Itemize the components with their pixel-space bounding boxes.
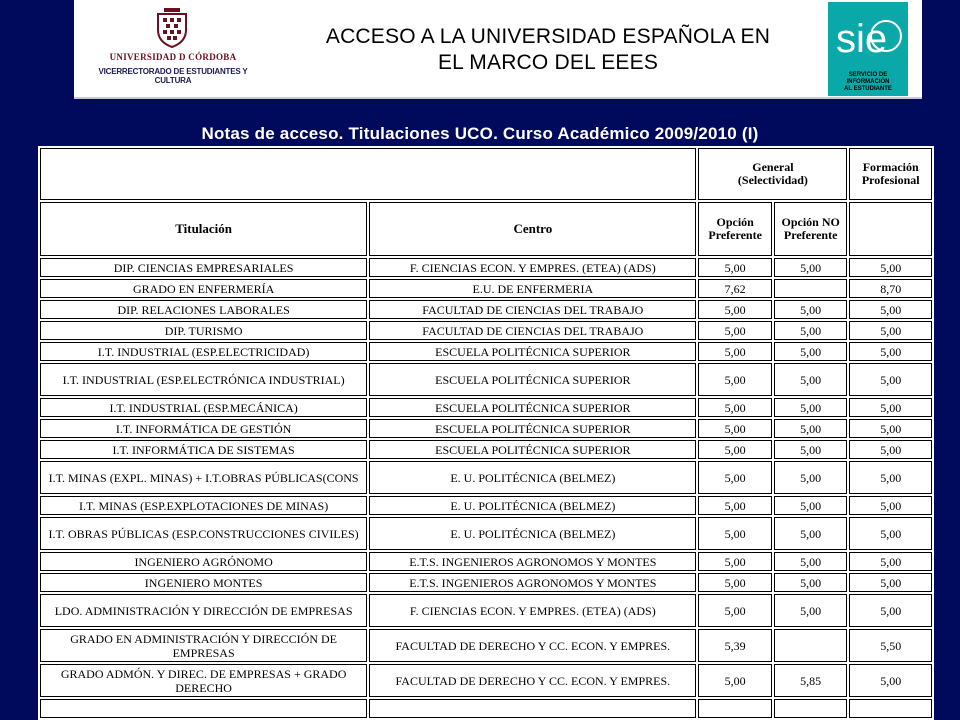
centro-cell (369, 699, 696, 718)
opcion-no-preferente-cell: 5,00 (774, 363, 847, 396)
centro-cell: ESCUELA POLITÉCNICA SUPERIOR (369, 440, 696, 459)
titulacion-cell: INGENIERO AGRÓNOMO (40, 552, 367, 571)
header-titulacion: Titulación (40, 202, 367, 256)
centro-cell: FACULTAD DE DERECHO Y CC. ECON. Y EMPRES. (369, 664, 696, 697)
opcion-no-preferente-cell (774, 699, 847, 718)
header-divider (74, 97, 922, 99)
titulacion-cell: I.T. OBRAS PÚBLICAS (ESP.CONSTRUCCIONES CIVILES) (40, 517, 367, 550)
university-logo (80, 2, 266, 88)
titulacion-cell: I.T. MINAS (EXPL. MINAS) + I.T.OBRAS PÚBLICAS(CONS (40, 461, 367, 494)
titulacion-cell: INGENIERO MONTES (40, 573, 367, 592)
opcion-preferente-cell: 5,00 (698, 573, 771, 592)
table-row (40, 573, 932, 592)
opcion-preferente-cell: 5,00 (698, 321, 771, 340)
header-banner (74, 0, 922, 97)
centro-cell: E.T.S. INGENIEROS AGRONOMOS Y MONTES (369, 552, 696, 571)
university-crest-icon (155, 8, 189, 48)
sie-subtitle: SERVICIO DE INFORMACIÓN AL ESTUDIANTE (844, 72, 892, 92)
table-row (40, 363, 932, 396)
titulacion-cell: DIP. RELACIONES LABORALES (40, 300, 367, 319)
formacion-profesional-cell: 5,00 (849, 573, 932, 592)
table-row (40, 440, 932, 459)
formacion-profesional-cell: 5,00 (849, 664, 932, 697)
header-group-fp: Formación Profesional (849, 148, 932, 200)
opcion-preferente-cell: 5,00 (698, 363, 771, 396)
grades-table-body (40, 258, 932, 718)
opcion-no-preferente-cell: 5,00 (774, 342, 847, 361)
opcion-preferente-cell: 5,39 (698, 629, 771, 662)
header-group-general: General (Selectividad) (698, 148, 847, 200)
centro-cell: E.T.S. INGENIEROS AGRONOMOS Y MONTES (369, 573, 696, 592)
sie-logo-icon (834, 6, 902, 66)
centro-cell: FACULTAD DE CIENCIAS DEL TRABAJO (369, 300, 696, 319)
opcion-preferente-cell: 5,00 (698, 552, 771, 571)
header-empty-cell (40, 148, 696, 200)
centro-cell: ESCUELA POLITÉCNICA SUPERIOR (369, 398, 696, 417)
titulacion-cell: GRADO EN ADMINISTRACIÓN Y DIRECCIÓN DE EMPRESAS (40, 629, 367, 662)
titulacion-cell: DIP. TURISMO (40, 321, 367, 340)
opcion-preferente-cell: 5,00 (698, 419, 771, 438)
opcion-preferente-cell: 5,00 (698, 398, 771, 417)
opcion-no-preferente-cell: 5,00 (774, 461, 847, 494)
formacion-profesional-cell: 5,00 (849, 552, 932, 571)
vicerrectorado-name: VICERRECTORADO DE ESTUDIANTES Y CULTURA (98, 67, 248, 85)
opcion-no-preferente-cell (774, 279, 847, 298)
table-row (40, 321, 932, 340)
opcion-preferente-cell: 5,00 (698, 342, 771, 361)
table-row (40, 629, 932, 662)
centro-cell: F. CIENCIAS ECON. Y EMPRES. (ETEA) (ADS) (369, 258, 696, 277)
centro-cell: E.U. DE ENFERMERIA (369, 279, 696, 298)
sie-logo (828, 2, 908, 96)
table-row (40, 699, 932, 718)
opcion-preferente-cell: 5,00 (698, 594, 771, 627)
centro-cell: E. U. POLITÉCNICA (BELMEZ) (369, 496, 696, 515)
titulacion-cell: I.T. INDUSTRIAL (ESP.MECÁNICA) (40, 398, 367, 417)
formacion-profesional-cell: 8,70 (849, 279, 932, 298)
page-subtitle: Notas de acceso. Titulaciones UCO. Curso Académico 2009/2010 (I) (201, 124, 759, 143)
opcion-preferente-cell: 5,00 (698, 517, 771, 550)
svg-text:sie: sie (836, 17, 888, 61)
table-row (40, 279, 932, 298)
opcion-preferente-cell: 5,00 (698, 461, 771, 494)
grades-table-container (38, 146, 934, 720)
formacion-profesional-cell: 5,00 (849, 321, 932, 340)
opcion-no-preferente-cell: 5,00 (774, 517, 847, 550)
opcion-preferente-cell: 5,00 (698, 440, 771, 459)
table-row (40, 342, 932, 361)
opcion-no-preferente-cell: 5,00 (774, 440, 847, 459)
opcion-no-preferente-cell: 5,00 (774, 594, 847, 627)
table-row (40, 496, 932, 515)
opcion-no-preferente-cell: 5,00 (774, 258, 847, 277)
header-fp-empty (849, 202, 932, 256)
opcion-no-preferente-cell: 5,00 (774, 573, 847, 592)
formacion-profesional-cell: 5,00 (849, 398, 932, 417)
titulacion-cell: I.T. INFORMÁTICA DE SISTEMAS (40, 440, 367, 459)
titulacion-cell: I.T. INFORMÁTICA DE GESTIÓN (40, 419, 367, 438)
table-row (40, 461, 932, 494)
titulacion-cell: I.T. INDUSTRIAL (ESP.ELECTRÓNICA INDUSTRIAL) (40, 363, 367, 396)
table-row (40, 398, 932, 417)
formacion-profesional-cell: 5,50 (849, 629, 932, 662)
opcion-no-preferente-cell: 5,00 (774, 321, 847, 340)
opcion-preferente-cell: 5,00 (698, 664, 771, 697)
centro-cell: F. CIENCIAS ECON. Y EMPRES. (ETEA) (ADS) (369, 594, 696, 627)
titulacion-cell: GRADO ADMÓN. Y DIREC. DE EMPRESAS + GRADO DERECHO (40, 664, 367, 697)
table-row (40, 594, 932, 627)
opcion-preferente-cell (698, 699, 771, 718)
titulacion-cell: LDO. ADMINISTRACIÓN Y DIRECCIÓN DE EMPRESAS (40, 594, 367, 627)
table-row (40, 300, 932, 319)
header-opcion-preferente: Opción Preferente (698, 202, 771, 256)
title-line-1: ACCESO A LA UNIVERSIDAD ESPAÑOLA EN (325, 25, 771, 48)
table-row (40, 419, 932, 438)
header-opcion-no-preferente: Opción NO Preferente (774, 202, 847, 256)
header-centro: Centro (369, 202, 696, 256)
table-row (40, 517, 932, 550)
opcion-preferente-cell: 7,62 (698, 279, 771, 298)
opcion-no-preferente-cell: 5,00 (774, 398, 847, 417)
centro-cell: E. U. POLITÉCNICA (BELMEZ) (369, 461, 696, 494)
titulacion-cell: GRADO EN ENFERMERÍA (40, 279, 367, 298)
titulacion-cell: I.T. INDUSTRIAL (ESP.ELECTRICIDAD) (40, 342, 367, 361)
opcion-no-preferente-cell: 5,85 (774, 664, 847, 697)
titulacion-cell (40, 699, 367, 718)
university-name: UNIVERSIDAD D CÓRDOBA (109, 52, 237, 62)
opcion-preferente-cell: 5,00 (698, 258, 771, 277)
title-line-2: EL MARCO DEL EEES (437, 51, 659, 74)
opcion-no-preferente-cell: 5,00 (774, 552, 847, 571)
formacion-profesional-cell: 5,00 (849, 300, 932, 319)
centro-cell: ESCUELA POLITÉCNICA SUPERIOR (369, 363, 696, 396)
table-row (40, 258, 932, 277)
centro-cell: E. U. POLITÉCNICA (BELMEZ) (369, 517, 696, 550)
grades-table (38, 146, 934, 720)
table-row (40, 552, 932, 571)
opcion-no-preferente-cell: 5,00 (774, 419, 847, 438)
page-title (274, 24, 822, 76)
formacion-profesional-cell: 5,00 (849, 517, 932, 550)
formacion-profesional-cell (849, 699, 932, 718)
opcion-preferente-cell: 5,00 (698, 496, 771, 515)
opcion-no-preferente-cell: 5,00 (774, 300, 847, 319)
formacion-profesional-cell: 5,00 (849, 363, 932, 396)
opcion-preferente-cell: 5,00 (698, 300, 771, 319)
centro-cell: FACULTAD DE CIENCIAS DEL TRABAJO (369, 321, 696, 340)
formacion-profesional-cell: 5,00 (849, 440, 932, 459)
formacion-profesional-cell: 5,00 (849, 594, 932, 627)
titulacion-cell: I.T. MINAS (ESP.EXPLOTACIONES DE MINAS) (40, 496, 367, 515)
centro-cell: FACULTAD DE DERECHO Y CC. ECON. Y EMPRES. (369, 629, 696, 662)
formacion-profesional-cell: 5,00 (849, 461, 932, 494)
centro-cell: ESCUELA POLITÉCNICA SUPERIOR (369, 419, 696, 438)
formacion-profesional-cell: 5,00 (849, 258, 932, 277)
opcion-no-preferente-cell (774, 629, 847, 662)
titulacion-cell: DIP. CIENCIAS EMPRESARIALES (40, 258, 367, 277)
centro-cell: ESCUELA POLITÉCNICA SUPERIOR (369, 342, 696, 361)
formacion-profesional-cell: 5,00 (849, 419, 932, 438)
formacion-profesional-cell: 5,00 (849, 496, 932, 515)
formacion-profesional-cell: 5,00 (849, 342, 932, 361)
table-row (40, 664, 932, 697)
opcion-no-preferente-cell: 5,00 (774, 496, 847, 515)
